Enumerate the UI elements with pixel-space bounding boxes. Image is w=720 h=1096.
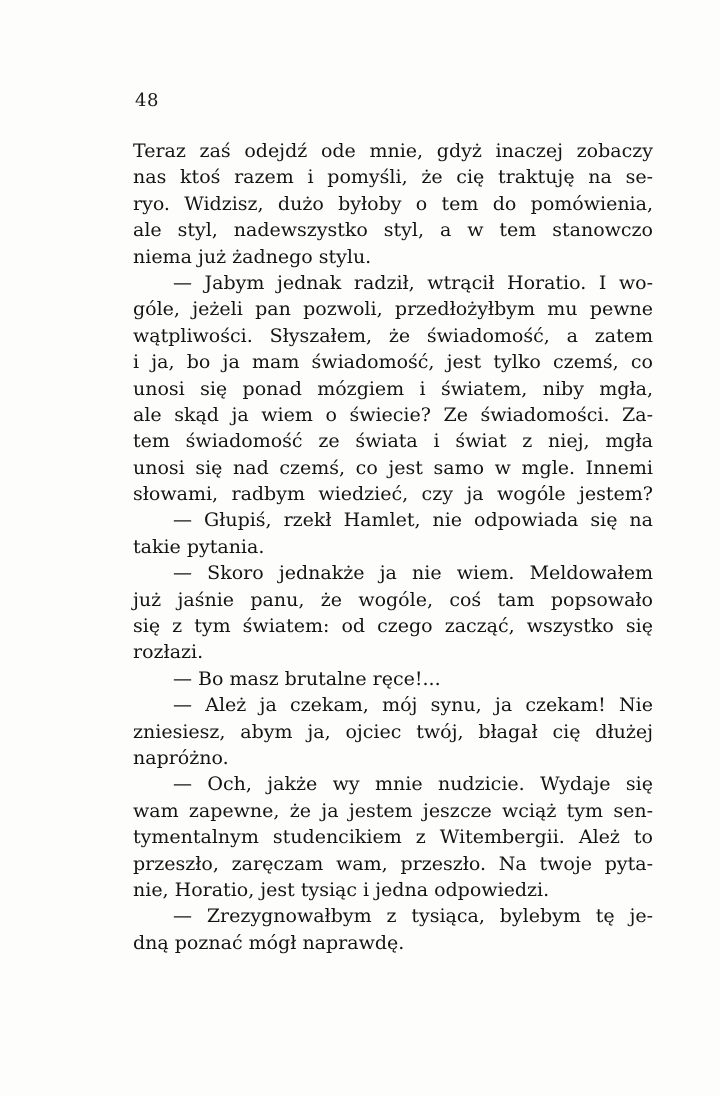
text-line: ryo. Widzisz, dużo byłoby o tem do pomówienia,: [133, 192, 653, 215]
text-line: napróżno.: [133, 746, 229, 769]
text-line: i ja, bo ja mam świadomość, jest tylko czemś, co: [133, 351, 653, 374]
text-line: się z tym światem: od czego zacząć, wszystko się: [133, 615, 653, 638]
text-line: — Och, jakże wy mnie nudzicie. Wydaje się: [173, 773, 653, 796]
text-line: wam zapewne, że ja jestem jeszcze wciąż tym sen-: [133, 799, 653, 822]
text-line: unosi się nad czemś, co jest samo w mgle. Innemi: [133, 456, 653, 479]
text-line: takie pytania.: [133, 535, 265, 558]
text-line: dną poznać mógł naprawdę.: [133, 931, 405, 954]
text-line: ale styl, nadewszystko styl, a w tem stanowczo: [133, 219, 653, 242]
text-line: — Zrezygnowałbym z tysiąca, bylebym tę je-: [173, 905, 653, 928]
text-line: nie, Horatio, jest tysiąc i jedna odpowiedzi.: [133, 878, 550, 901]
text-line: — Skoro jednakże ja nie wiem. Meldowałem: [173, 562, 653, 585]
text-line: tymentalnym studencikiem z Witembergii. Ależ to: [133, 826, 653, 849]
text-line: niema już żadnego stylu.: [133, 245, 372, 268]
text-line: przeszło, zaręczam wam, przeszło. Na twoje pyta-: [133, 852, 653, 875]
text-line: wątpliwości. Słyszałem, że świadomość, a zatem: [133, 324, 653, 347]
text-line: zniesiesz, abym ja, ojciec twój, błagał cię dłużej: [133, 720, 653, 743]
text-line: ale skąd ja wiem o świecie? Ze świadomości. Za-: [133, 403, 653, 426]
text-line: — Ależ ja czekam, mój synu, ja czekam! Nie: [173, 694, 653, 717]
text-line: słowami, radbym wiedzieć, czy ja wogóle jestem?: [133, 483, 653, 506]
text-line: Teraz zaś odejdź ode mnie, gdyż inaczej zobaczy: [133, 140, 653, 162]
text-line: unosi się ponad mózgiem i światem, niby mgła,: [133, 377, 653, 400]
page-number: 48: [135, 90, 159, 111]
body-text: [133, 138, 653, 956]
text-line: już jaśnie panu, że wogóle, coś tam popsowało: [133, 588, 653, 611]
text-line: — Bo masz brutalne ręce!...: [173, 667, 441, 690]
text-line: góle, jeżeli pan pozwoli, przedłożyłbym mu pewne: [133, 298, 653, 321]
text-line: tem świadomość ze świata i świat z niej, mgła: [133, 430, 653, 453]
text-line: nas ktoś razem i pomyśli, że cię traktuję na se-: [133, 166, 653, 189]
text-line: — Jabym jednak radził, wtrącił Horatio. I wo-: [173, 271, 653, 294]
text-line: rozłazi.: [133, 641, 204, 664]
text-line: — Głupiś, rzekł Hamlet, nie odpowiada się na: [173, 509, 653, 532]
